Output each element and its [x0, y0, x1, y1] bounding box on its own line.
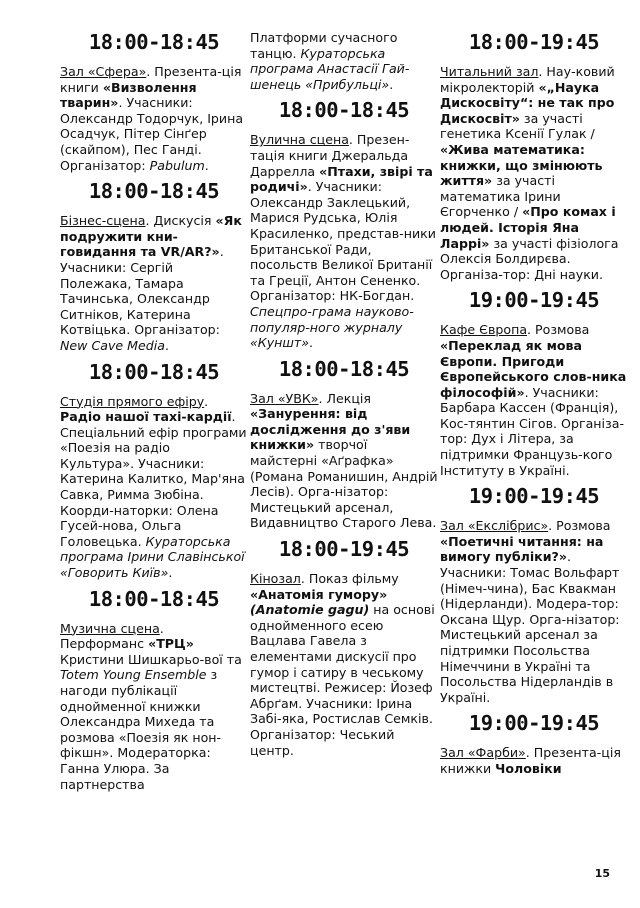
event-title: «ТРЦ»: [148, 636, 194, 652]
column-3: [440, 26, 628, 783]
event-title: «Переклад як мова Європи. Пригоди Європейського слов-ника філософій»: [440, 337, 627, 400]
event-title: «„Наука Дискосвіту“: не так про Дискосвіт»: [440, 79, 615, 126]
time-heading: 18:00-18:45: [88, 179, 220, 204]
event-entry: Зал «Сфера». Презента-ція книги «Визволення тварин». Учасники: Олександр Тодорчук, Ірина Осадчук, Пітер Сінґер (скайпом), Пес Ганді. Організатор: Pabulum.: [60, 64, 244, 173]
event-title: «Про комах і людей. Історія Яна Ларрі»: [440, 204, 616, 251]
venue-link[interactable]: Зал «Фарби»: [440, 745, 526, 761]
event-entry: Бізнес-сцена. Дискусія «Як подружити кни-говидання та VR/AR?». Учасники: Сергій Полежака, Тамара Тачинська, Олександр Ситніков, Катерина Котвіцька. Організатор: New Cave Media.: [60, 213, 242, 353]
time-heading: 18:00-18:45: [278, 98, 410, 123]
event-title: «Жива математика: книжки, що змінюють життя»: [440, 141, 603, 189]
venue-link[interactable]: Бізнес-сцена: [60, 213, 146, 229]
venue-link[interactable]: Зал «УВК»: [250, 390, 319, 406]
event-title: «Занурення: від дослідження до з'яви книжки»: [250, 406, 411, 453]
event-entry: Платформи сучасного танцю. Кураторська програма Анастасії Гай-шенець «Прибульці».: [250, 30, 410, 92]
event-entry: Зал «Фарби». Презента-ція книжки Чоловіки: [440, 745, 621, 776]
venue-link[interactable]: Читальний зал: [440, 64, 539, 79]
event-title: «Як подружити кни-говидання та VR/AR?»: [60, 213, 242, 260]
time-heading: 19:00-19:45: [468, 288, 600, 313]
column-2: [250, 26, 438, 764]
venue-link[interactable]: Студія прямого ефіру: [60, 393, 205, 409]
time-heading: 18:00-18:45: [88, 359, 220, 384]
event-title: «Анатомія гумору»: [250, 586, 388, 602]
venue-link[interactable]: Кінозал: [250, 571, 301, 587]
event-entry: Студія прямого ефіру. Радіо нашої тахі-кардії. Спеціальний ефір програми «Поезія на радіо Культура». Учасники: Катерина Калитко, Мар'яна Савка, Римма Зюбіна. Коорди-наторки: Олена Гусей-нова, Ольга Головецька. Кураторська програма Ірини Славінської «Говорить Київ».: [60, 393, 247, 581]
page-number: 15: [594, 867, 610, 880]
event-title: Чоловіки: [495, 760, 562, 776]
venue-link[interactable]: Вулична сцена: [250, 132, 349, 148]
event-title: «Визволення тварин»: [60, 79, 197, 111]
event-title-original: (Anatomie gagu): [250, 602, 370, 618]
column-1: [60, 26, 248, 798]
time-heading: 19:00-19:45: [468, 484, 600, 509]
time-heading: 18:00-18:45: [278, 356, 410, 381]
time-heading: 19:00-19:45: [468, 711, 600, 736]
venue-link[interactable]: Зал «Сфера»: [60, 64, 147, 79]
event-entry: Музична сцена. Перформанс «ТРЦ» Кристини Шишкарьо-вої та Totem Young Ensemble з нагоди публікації однойменної книжки Олександра Михеда та розмова «Поезія як нон-фікшн». Модераторка: Ганна Улюра. За партнерства: [60, 620, 242, 792]
event-title: «Поетичні читання: на вимогу публіки?»: [440, 533, 604, 565]
event-entry: Зал «УВК». Лекція «Занурення: від дослідження до з'яви книжки» творчої майстерні «Аґрафка» (Романа Романишин, Андрій Лесів). Орга-нізатор: Мистецький арсенал, Видавництво Старого Лева.: [250, 390, 438, 531]
event-title: «Птахи, звірі та родичі»: [250, 163, 433, 195]
event-entry: Кінозал. Показ фільму «Анатомія гумору» (Anatomie gagu) на основі однойменного есею Вацлава Гавела з елементами дискусії про гумор і сатиру в чеському мистецтві. Режисер: Йозеф Абрґам. Учасники: Ірина Забі-яка, Ростислав Семків. Організатор: Чеський центр.: [250, 571, 435, 758]
venue-link[interactable]: Зал «Екслібрис»: [440, 518, 549, 534]
time-heading: 18:00-19:45: [278, 537, 410, 562]
event-entry: Кафе Європа. Розмова «Переклад як мова Європи. Пригоди Європейського слов-ника філософій». Учасники: Барбара Кассен (Франція), Кос-тянтин Сігов. Організа-тор: Дух і Літера, за підтримки Французь-кого Інституту в Україні.: [440, 322, 627, 478]
venue-link[interactable]: Музична сцена: [60, 620, 160, 636]
event-entry: Зал «Екслібрис». Розмова «Поетичні читання: на вимогу публіки?». Учасники: Томас Вольфарт (Німеч-чина), Бас Квакман (Нідерланди). Модера-тор: Оксана Щур. Орга-нізатор: Мистецький арсенал за підтримки Посольства Німеччини в Україні та Посольства Нідерландів в Україні.: [440, 518, 620, 705]
event-entry: Читальний зал. Нау-ковий мікролекторій «„Наука Дискосвіту“: не так про Дискосвіт» за участі генетика Ксенії Гулак / «Жива математика: книжки, що змінюють життя» за участі математика Ірини Єгорченко / «Про комах і людей. Історія Яна Ларрі» за участі фізіолога Олексія Болдирєва. Організа-тор: Дні науки.: [440, 64, 619, 282]
event-title: Радіо нашої тахі-кардії: [60, 409, 232, 425]
time-heading: 18:00-18:45: [88, 30, 220, 54]
time-heading: 18:00-18:45: [88, 586, 220, 611]
time-heading: 18:00-19:45: [468, 30, 600, 54]
event-entry: Вулична сцена. Презен-тація книги Джеральда Даррелла «Птахи, звірі та родичі». Учасники: Олександр Заклецький, Марися Рудська, Юлія Красиленко, представ-ники Британської Ради, посольств Великої Британії та Греції, Антон Сененко. Організатор: НК-Богдан. Спецпро-грама науково-популяр-ного журналу «Куншт».: [250, 132, 436, 351]
venue-link[interactable]: Кафе Європа: [440, 322, 528, 338]
